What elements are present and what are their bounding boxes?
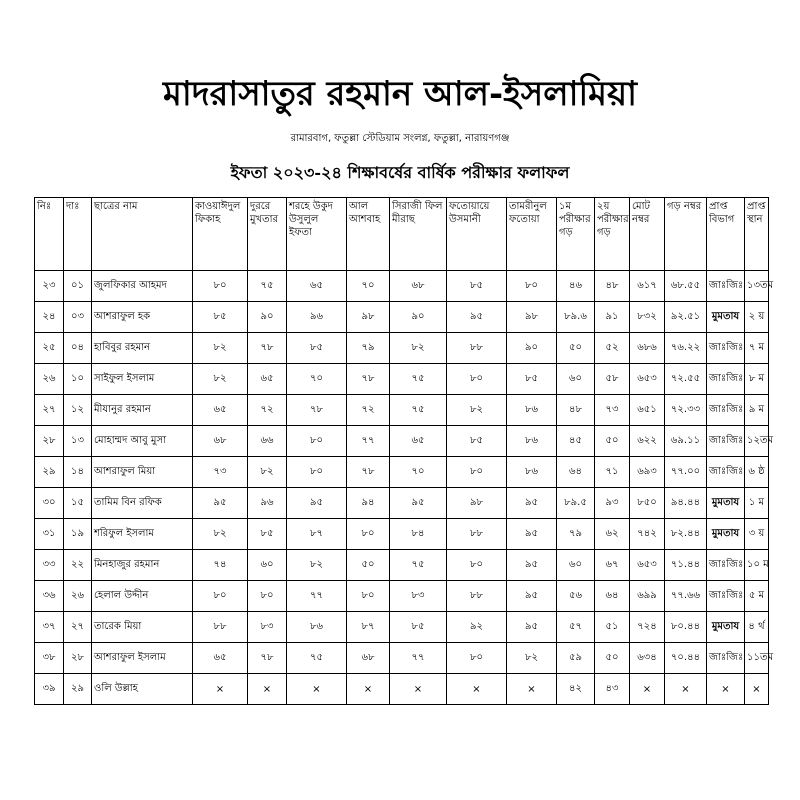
table-cell: ৭৮ (347, 364, 390, 395)
table-cell: ৬২ (595, 519, 630, 550)
column-header: শরহে উকুদ উসুলুল ইফতা (287, 198, 347, 271)
table-cell: ৭৭.৬৬ (665, 581, 707, 612)
table-cell: ৮৪ (390, 519, 447, 550)
table-cell: ৯৫ (507, 519, 557, 550)
table-cell: ৮২ (287, 550, 347, 581)
table-cell: × (347, 674, 390, 705)
table-cell: ৯৫ (507, 612, 557, 643)
table-cell: ২ য় (745, 302, 769, 333)
table-cell: ৭৫ (390, 550, 447, 581)
table-cell: ৬৮৬ (630, 333, 665, 364)
table-cell: ৭৪২ (630, 519, 665, 550)
table-cell: ৫১ (595, 612, 630, 643)
table-cell: ৮০ (507, 271, 557, 302)
table-row (35, 643, 769, 674)
table-cell: ১৪ (64, 457, 92, 488)
table-cell: ৬৪ (557, 457, 595, 488)
table-cell: ৯৫ (390, 488, 447, 519)
table-cell: ৮৮ (447, 581, 507, 612)
column-header: গড় নম্বর (665, 198, 707, 271)
table-cell: ৮০ (248, 581, 287, 612)
table-cell: ৭১ (595, 457, 630, 488)
table-cell: ২৩ (35, 271, 64, 302)
table-cell: ৮০ (287, 426, 347, 457)
table-cell: হেলাল উদ্দীন (92, 581, 193, 612)
table-cell: ৮০ (193, 581, 248, 612)
table-cell: ৯২ (447, 612, 507, 643)
table-cell: ৫৯ (557, 643, 595, 674)
table-cell: ১৩ (64, 426, 92, 457)
table-cell: ৬৫৩ (630, 364, 665, 395)
table-cell: ৬৭ (595, 550, 630, 581)
table-cell: ৪৮ (557, 395, 595, 426)
table-cell: ৩৯ (35, 674, 64, 705)
table-cell: ৩১ (35, 519, 64, 550)
table-cell: ১১তম (745, 643, 769, 674)
table-cell: ৮৮ (447, 519, 507, 550)
table-cell: ৮৬ (287, 612, 347, 643)
table-cell: ৮৭ (287, 519, 347, 550)
table-cell: ০১ (64, 271, 92, 302)
table-cell: ৬৫৩ (630, 550, 665, 581)
column-header: প্রাপ্ত বিভাগ (707, 198, 745, 271)
table-cell: ১২তম (745, 426, 769, 457)
table-cell: ৮৫০ (630, 488, 665, 519)
table-cell: ৬৫ (248, 364, 287, 395)
table-cell: ২৯ (35, 457, 64, 488)
table-cell: ৭৫ (287, 643, 347, 674)
table-cell: ৭০ (390, 457, 447, 488)
table-cell: ৯ ম (745, 395, 769, 426)
table-row (35, 271, 769, 302)
table-cell: জাঃজিঃ (707, 426, 745, 457)
table-cell: ৬০ (557, 364, 595, 395)
table-row (35, 302, 769, 333)
table-cell: জাঃজিঃ (707, 271, 745, 302)
table-cell: ৮৬ (507, 426, 557, 457)
table-cell: ৭২ (248, 395, 287, 426)
table-cell: মীযানুর রহমান (92, 395, 193, 426)
table-cell: ৯০ (248, 302, 287, 333)
table-cell: ৮২ (507, 643, 557, 674)
table-cell: ৭২.৫৫ (665, 364, 707, 395)
table-cell: ৮০ (347, 519, 390, 550)
column-header: ছাত্রের নাম (92, 198, 193, 271)
table-cell: জাঃজিঃ (707, 643, 745, 674)
table-cell: আশরাফুল ইসলাম (92, 643, 193, 674)
table-cell: ৬০ (557, 550, 595, 581)
table-row (35, 426, 769, 457)
table-cell: ২৬ (64, 581, 92, 612)
table-cell: মুমতায (707, 488, 745, 519)
table-cell: ৬৯৩ (630, 457, 665, 488)
table-cell: ৩০ (35, 488, 64, 519)
table-cell: × (447, 674, 507, 705)
table-row (35, 674, 769, 705)
table-cell: ৭২৪ (630, 612, 665, 643)
table-cell: ৮২ (193, 333, 248, 364)
table-cell: ৮৫ (507, 364, 557, 395)
table-cell: ৭৮ (248, 643, 287, 674)
table-cell: ৪২ (557, 674, 595, 705)
table-cell: ২৯ (64, 674, 92, 705)
table-cell: ২৭ (64, 612, 92, 643)
table-cell: ৬৪ (595, 581, 630, 612)
table-cell: ৬৯.১১ (665, 426, 707, 457)
table-cell: × (248, 674, 287, 705)
table-cell: ৮৩২ (630, 302, 665, 333)
table-cell: ৯৬ (248, 488, 287, 519)
table-cell: ৯১ (595, 302, 630, 333)
table-cell: ০৪ (64, 333, 92, 364)
table-cell: ৫২ (595, 333, 630, 364)
page-title: মাদরাসাতুর রহমান আল-ইসলামিয়া (163, 74, 637, 114)
table-cell: ৭৬.২২ (665, 333, 707, 364)
table-cell: ৭৩ (595, 395, 630, 426)
table-cell: ৩৮ (35, 643, 64, 674)
table-cell: ৬৯৯ (630, 581, 665, 612)
table-cell: ৬২২ (630, 426, 665, 457)
table-cell: × (665, 674, 707, 705)
table-cell: ৮০ (193, 271, 248, 302)
column-header: কাওয়াঈদুল ফিকাহ (193, 198, 248, 271)
table-row (35, 612, 769, 643)
table-cell: ৮০ (447, 457, 507, 488)
column-header: সিরাজী ফিল মীরাছ (390, 198, 447, 271)
table-cell: ৯৫ (507, 581, 557, 612)
table-cell: ৪৬ (557, 271, 595, 302)
table-cell: ৯৫ (193, 488, 248, 519)
table-cell: ৭৪ (193, 550, 248, 581)
table-cell: ৮০ (287, 457, 347, 488)
table-cell: × (390, 674, 447, 705)
table-body (35, 271, 774, 705)
table-cell: ৮৩ (248, 612, 287, 643)
table-cell: ৬০ (248, 550, 287, 581)
table-cell: ৮২ (193, 364, 248, 395)
table-cell: ৮৬ (507, 395, 557, 426)
table-cell: ১০ (64, 364, 92, 395)
table-cell: × (745, 674, 769, 705)
table-cell: ৯৮ (507, 302, 557, 333)
table-cell: ৬৬ (248, 426, 287, 457)
table-cell: জাঃজিঃ (707, 364, 745, 395)
table-cell: জাঃজিঃ (707, 550, 745, 581)
table-cell: মুমতায (707, 612, 745, 643)
table-row (35, 395, 769, 426)
table-cell: ৩৭ (35, 612, 64, 643)
table-cell: ৭০ (347, 271, 390, 302)
table-cell: ৯৮ (347, 302, 390, 333)
table-cell: ৬৮ (390, 271, 447, 302)
table-cell: জাঃজিঃ (707, 395, 745, 426)
table-cell: ৩ য় (745, 519, 769, 550)
table-cell: ৭৮ (248, 333, 287, 364)
table-cell: ৭৭ (287, 581, 347, 612)
table-cell: মিনহাজুর রহমান (92, 550, 193, 581)
table-cell: তারেক মিয়া (92, 612, 193, 643)
table-cell: সাইফুল ইসলাম (92, 364, 193, 395)
table-cell: ৮৭ (347, 612, 390, 643)
table-cell: × (707, 674, 745, 705)
table-cell: ১০ ম (745, 550, 769, 581)
table-cell: ৭২ (347, 395, 390, 426)
column-header: মোট নম্বর (630, 198, 665, 271)
table-cell: ৯৫ (287, 488, 347, 519)
table-cell: ৮৬ (507, 457, 557, 488)
table-cell: ৬ ষ্ঠ (745, 457, 769, 488)
table-cell: ৮৫ (287, 333, 347, 364)
table-cell: হাবিবুর রহমান (92, 333, 193, 364)
table-cell: ৭৫ (390, 364, 447, 395)
table-cell: ৬৮.৫৫ (665, 271, 707, 302)
table-cell: জাঃজিঃ (707, 457, 745, 488)
table-cell: ওলি উল্লাহ (92, 674, 193, 705)
table-cell: ৮০ (447, 643, 507, 674)
table-cell: তামিম বিন রফিক (92, 488, 193, 519)
table-cell: ৪৫ (557, 426, 595, 457)
table-cell: ৮০ (447, 550, 507, 581)
table-cell: ৯৪ (347, 488, 390, 519)
table-cell: ৮৩ (390, 581, 447, 612)
table-cell: ৮৮ (193, 612, 248, 643)
table-cell: ৯৮ (447, 488, 507, 519)
table-cell: মুমতায (707, 519, 745, 550)
table-cell: ৭৮ (287, 395, 347, 426)
table-cell: ৬১৭ (630, 271, 665, 302)
header-row (35, 198, 769, 271)
table-cell: ৪৮ (595, 271, 630, 302)
table-cell: ২৮ (64, 643, 92, 674)
table-cell: ৯৬ (287, 302, 347, 333)
table-cell: ৮২.৪৪ (665, 519, 707, 550)
table-cell: ৭ ম (745, 333, 769, 364)
table-cell: × (287, 674, 347, 705)
table-cell: ৭০.৪৪ (665, 643, 707, 674)
column-header: ১ম পরীক্ষার গড় (557, 198, 595, 271)
table-cell: ৭৭.০০ (665, 457, 707, 488)
table-cell: ৮৯.৫ (557, 488, 595, 519)
table-cell: ৫৮ (595, 364, 630, 395)
table-cell: ৭৫ (248, 271, 287, 302)
table-cell: ৬৮ (347, 643, 390, 674)
table-cell: ৭০ (287, 364, 347, 395)
table-cell: ৯০ (507, 333, 557, 364)
table-cell: মোহাম্মদ আবু মুসা (92, 426, 193, 457)
table-cell: ৬৫১ (630, 395, 665, 426)
table-cell: ৭৭ (390, 643, 447, 674)
table-row (35, 581, 769, 612)
table-cell: ২৮ (35, 426, 64, 457)
column-header: তামরীনুল ফতোয়া (507, 198, 557, 271)
table-cell: ৯৫ (507, 488, 557, 519)
table-cell: ৪ র্থ (745, 612, 769, 643)
table-cell: ৬৫ (287, 271, 347, 302)
table-cell: আশরাফুল মিয়া (92, 457, 193, 488)
table-cell: ৮৫ (447, 426, 507, 457)
table-cell: ৯২.৫১ (665, 302, 707, 333)
table-cell: ৩৩ (35, 550, 64, 581)
table-cell: ৮০.৪৪ (665, 612, 707, 643)
table-cell: আশরাফুল হক (92, 302, 193, 333)
table-cell: ৭৯ (347, 333, 390, 364)
column-header: ফতোয়ায়ে উসমানী (447, 198, 507, 271)
table-cell: ৭৮ (347, 457, 390, 488)
column-header: নিঃ (35, 198, 64, 271)
table-cell: ৫ ম (745, 581, 769, 612)
table-cell: ৫৬ (557, 581, 595, 612)
table-row (35, 457, 769, 488)
table-cell: ৫৭ (557, 612, 595, 643)
table-cell: × (193, 674, 248, 705)
table-cell: ৬৫ (193, 395, 248, 426)
table-cell: ২৭ (35, 395, 64, 426)
table-cell: ৮৫ (447, 271, 507, 302)
table-cell: ৮৮ (447, 333, 507, 364)
table-cell: ১ ম (745, 488, 769, 519)
table-cell: ৬৫ (193, 643, 248, 674)
table-cell: শরিফুল ইসলাম (92, 519, 193, 550)
table-cell: × (507, 674, 557, 705)
table-row (35, 364, 769, 395)
table-cell: ৯৫ (507, 550, 557, 581)
table-cell: ৮৫ (390, 612, 447, 643)
result-table (34, 197, 774, 705)
table-cell: × (630, 674, 665, 705)
table-cell: ৮৫ (248, 519, 287, 550)
table-cell: ৮০ (347, 581, 390, 612)
table-cell: ২২ (64, 550, 92, 581)
table-cell: ৪৩ (595, 674, 630, 705)
table-cell: মুমতায (707, 302, 745, 333)
table-cell: ৯৫ (447, 302, 507, 333)
table-cell: ৯৪.৪৪ (665, 488, 707, 519)
table-cell: ৮৯.৬ (557, 302, 595, 333)
table-cell: ০৩ (64, 302, 92, 333)
table-cell: ৩৬ (35, 581, 64, 612)
table-cell: জাঃজিঃ (707, 333, 745, 364)
address-line: রামারবাগ, ফতুল্লা স্টেডিয়াম সংলগ্ন, ফতুল্লা, নারায়ণগঞ্জ (290, 133, 510, 144)
column-header: দুররে মুখতার (248, 198, 287, 271)
table-cell: ২৫ (35, 333, 64, 364)
table-cell: ৬৫ (390, 426, 447, 457)
table-cell: ৫০ (595, 426, 630, 457)
table-cell: জাঃজিঃ (707, 581, 745, 612)
table-cell: ৭৯ (557, 519, 595, 550)
table-cell: ৮২ (447, 395, 507, 426)
table-cell: ৬৩৪ (630, 643, 665, 674)
table-row (35, 519, 769, 550)
table-cell: ৯০ (390, 302, 447, 333)
table-cell: ২৪ (35, 302, 64, 333)
table-cell: ৮২ (193, 519, 248, 550)
table-cell: ৫০ (557, 333, 595, 364)
table-cell: ৭১.৪৪ (665, 550, 707, 581)
table-cell: ৫০ (347, 550, 390, 581)
table-cell: ৭৭ (347, 426, 390, 457)
table-cell: ৮০ (447, 364, 507, 395)
table-cell: ১৫ (64, 488, 92, 519)
table-cell: ৮২ (390, 333, 447, 364)
table-cell: জুলফিকার আহমদ (92, 271, 193, 302)
table-row (35, 550, 769, 581)
table-cell: ২৬ (35, 364, 64, 395)
table-cell: ৭২.৩৩ (665, 395, 707, 426)
table-cell: ৮৫ (193, 302, 248, 333)
table-cell: ৫০ (595, 643, 630, 674)
result-heading: ইফতা ২০২৩-২৪ শিক্ষাবর্ষের বার্ষিক পরীক্ষার ফলাফল (230, 163, 570, 182)
column-header: আল আশবাহ (347, 198, 390, 271)
table-cell: ১৯ (64, 519, 92, 550)
table-cell: ৭৩ (193, 457, 248, 488)
column-header: প্রাপ্ত স্থান (745, 198, 769, 271)
table-cell: ৮২ (248, 457, 287, 488)
table-cell: ৯৩ (595, 488, 630, 519)
table-row (35, 488, 769, 519)
table-row (35, 333, 769, 364)
column-header: দাঃ (64, 198, 92, 271)
table-cell: ১২ (64, 395, 92, 426)
column-header: ২য় পরীক্ষার গড় (595, 198, 630, 271)
table-cell: ৬৮ (193, 426, 248, 457)
table-cell: ৭৫ (390, 395, 447, 426)
table-cell: ৮ ম (745, 364, 769, 395)
table-cell: ১৩তম (745, 271, 769, 302)
